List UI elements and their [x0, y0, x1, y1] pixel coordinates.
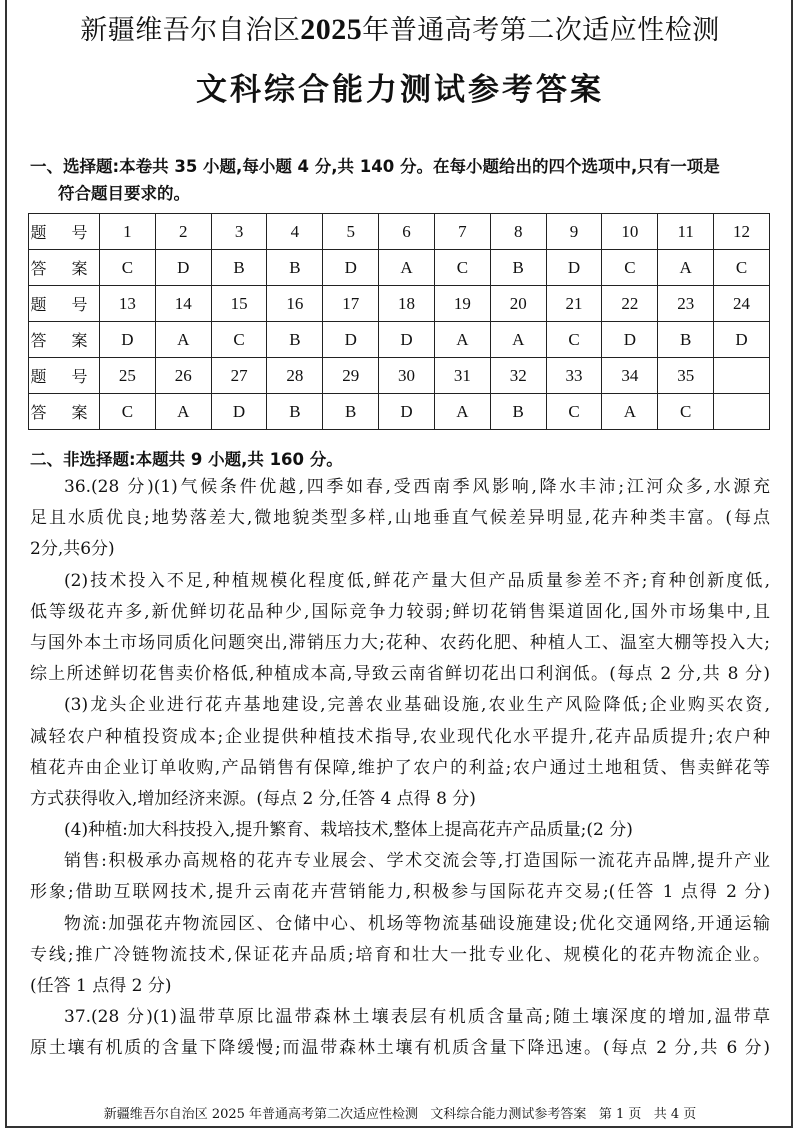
- answer-cell: D: [714, 322, 770, 358]
- answer-cell: C: [211, 322, 267, 358]
- answer-cell: C: [100, 250, 156, 286]
- question-number-cell: 1: [100, 214, 156, 250]
- exam-title: 新疆维吾尔自治区2025年普通高考第二次适应性检测: [80, 13, 720, 46]
- question-number-cell: 16: [267, 286, 323, 322]
- document-subtitle: 文科综合能力测试参考答案: [196, 72, 604, 108]
- answer-cell: A: [379, 250, 435, 286]
- answer-cell: A: [434, 394, 490, 430]
- answer-cell: A: [490, 322, 546, 358]
- answer-cell: A: [155, 394, 211, 430]
- section-1-heading: [30, 153, 775, 207]
- answer-cell: C: [602, 250, 658, 286]
- row-label: 答 案: [29, 394, 100, 430]
- question-number-cell: 12: [714, 214, 770, 250]
- row-label: 答 案: [29, 250, 100, 286]
- answer-text-line: 专线;推广冷链物流技术,保证花卉品质;培育和壮大一批专业化、规模化的花卉物流企业。: [30, 944, 770, 965]
- question-number-cell: 32: [490, 358, 546, 394]
- answer-cell: D: [379, 322, 435, 358]
- question-number-cell: [714, 358, 770, 394]
- answer-text-line: 物流:加强花卉物流园区、仓储中心、机场等物流基础设施建设;优化交通网络,开通运输: [64, 913, 770, 934]
- answer-cell: B: [323, 394, 379, 430]
- question-number-cell: 24: [714, 286, 770, 322]
- answer-row: [29, 394, 770, 430]
- answer-cell: C: [546, 322, 602, 358]
- answer-text-line: (3)龙头企业进行花卉基地建设,完善农业基础设施,农业生产风险降低;企业购买农资,: [64, 695, 770, 716]
- answer-text-line: 植花卉由企业订单收购,产品销售有保障,维护了农户的利益;农户通过土地租赁、售卖鲜花等: [30, 757, 770, 778]
- question-number-cell: 14: [155, 286, 211, 322]
- answer-text-line: (4)种植:加大科技投入,提升繁育、栽培技术,整体上提高花卉产品质量;(2 分): [64, 820, 633, 841]
- question-number-cell: 35: [658, 358, 714, 394]
- answer-text-line: 2分,共6分): [30, 539, 115, 560]
- question-number-cell: 7: [434, 214, 490, 250]
- question-number-cell: 3: [211, 214, 267, 250]
- row-label: 答 案: [29, 322, 100, 358]
- question-number-cell: 30: [379, 358, 435, 394]
- question-number-cell: 34: [602, 358, 658, 394]
- question-number-row: [29, 214, 770, 250]
- answer-cell: D: [546, 250, 602, 286]
- answer-table: [28, 213, 770, 430]
- question-number-cell: 4: [267, 214, 323, 250]
- answer-cell: A: [602, 394, 658, 430]
- section-1-line: 符合题目要求的。: [58, 184, 190, 203]
- question-number-cell: 9: [546, 214, 602, 250]
- answer-cell: [714, 394, 770, 430]
- question-number-cell: 18: [379, 286, 435, 322]
- answer-row: [29, 250, 770, 286]
- row-label: 题 号: [29, 286, 100, 322]
- question-number-cell: 27: [211, 358, 267, 394]
- question-number-cell: 29: [323, 358, 379, 394]
- answer-cell: B: [658, 322, 714, 358]
- question-number-cell: 26: [155, 358, 211, 394]
- answer-cell: C: [546, 394, 602, 430]
- answer-cell: C: [714, 250, 770, 286]
- answer-cell: D: [155, 250, 211, 286]
- answer-text-line: 36.(28 分)(1)气候条件优越,四季如春,受西南季风影响,降水丰沛;江河众多,水源充: [64, 477, 770, 497]
- question-number-cell: 15: [211, 286, 267, 322]
- row-label: 题 号: [29, 214, 100, 250]
- question-number-cell: 31: [434, 358, 490, 394]
- question-number-row: [29, 358, 770, 394]
- question-number-cell: 19: [434, 286, 490, 322]
- answer-text-line: (任答 1 点得 2 分): [30, 976, 172, 996]
- answer-text-line: (2)技术投入不足,种植规模化程度低,鲜花产量大但产品质量参差不齐;育种创新度低,: [64, 570, 770, 591]
- section-1-line: 一、选择题:本卷共 35 小题,每小题 4 分,共 140 分。在每小题给出的四个选项中,只有一项是: [30, 157, 720, 176]
- answer-cell: B: [267, 250, 323, 286]
- question-number-cell: 2: [155, 214, 211, 250]
- question-number-cell: 5: [323, 214, 379, 250]
- answer-text-line: 销售:积极承办高规格的花卉专业展会、学术交流会等,打造国际一流花卉品牌,提升产业: [64, 851, 770, 872]
- answer-cell: B: [267, 322, 323, 358]
- answer-text-line: 与国外本土市场同质化问题突出,滞销压力大;花种、农药化肥、种植人工、温室大棚等投入大;: [30, 632, 770, 653]
- question-number-cell: 25: [100, 358, 156, 394]
- answer-cell: C: [658, 394, 714, 430]
- question-number-cell: 13: [100, 286, 156, 322]
- answer-cell: D: [602, 322, 658, 358]
- question-number-cell: 20: [490, 286, 546, 322]
- answer-cell: B: [211, 250, 267, 286]
- answer-text-line: 形象;借助互联网技术,提升云南花卉营销能力,积极参与国际花卉交易;(任答 1 点得 2 分): [30, 882, 770, 903]
- question-number-cell: 10: [602, 214, 658, 250]
- answer-text-line: 综上所述鲜切花售卖价格低,种植成本高,导致云南省鲜切花出口利润低。(每点 2 分,共 8 分): [30, 664, 770, 685]
- answer-cell: A: [155, 322, 211, 358]
- question-number-cell: 8: [490, 214, 546, 250]
- question-number-cell: 22: [602, 286, 658, 322]
- answer-cell: C: [100, 394, 156, 430]
- answer-row: [29, 322, 770, 358]
- answer-cell: D: [323, 250, 379, 286]
- answer-cell: D: [379, 394, 435, 430]
- answer-cell: B: [267, 394, 323, 430]
- answer-cell: D: [323, 322, 379, 358]
- answer-cell: A: [658, 250, 714, 286]
- question-number-cell: 33: [546, 358, 602, 394]
- row-label: 题 号: [29, 358, 100, 394]
- question-number-cell: 6: [379, 214, 435, 250]
- answer-cell: D: [100, 322, 156, 358]
- answer-cell: B: [490, 250, 546, 286]
- question-number-cell: 23: [658, 286, 714, 322]
- question-number-cell: 28: [267, 358, 323, 394]
- question-number-row: [29, 286, 770, 322]
- answer-text-line: 低等级花卉多,新优鲜切花品种少,国际竞争力较弱;鲜切花销售渠道固化,国外市场集中,且: [30, 601, 770, 622]
- section-2-heading: 二、非选择题:本题共 9 小题,共 160 分。: [30, 450, 343, 469]
- answer-cell: C: [434, 250, 490, 286]
- answer-text-line: 减轻农户种植投资成本;企业提供种植技术指导,农业现代化水平提升,花卉品质提升;农户种: [30, 726, 770, 747]
- answer-cell: B: [490, 394, 546, 430]
- answer-text-line: 足且水质优良;地势落差大,微地貌类型多样,山地垂直气候差异明显,花卉种类丰富。(每点: [30, 508, 770, 529]
- answer-body: [30, 472, 770, 1065]
- answer-text-line: 37.(28 分)(1)温带草原比温带森林土壤表层有机质含量高;随土壤深度的增加,温带草: [64, 1007, 770, 1028]
- answer-cell: D: [211, 394, 267, 430]
- question-number-cell: 21: [546, 286, 602, 322]
- page-footer: 新疆维吾尔自治区 2025 年普通高考第二次适应性检测 文科综合能力测试参考答案 第 1 页 共 4 页: [103, 1107, 697, 1122]
- answer-text-line: 方式获得收入,增加经济来源。(每点 2 分,任答 4 点得 8 分): [30, 788, 476, 809]
- answer-cell: A: [434, 322, 490, 358]
- question-number-cell: 17: [323, 286, 379, 322]
- answer-text-line: 原土壤有机质的含量下降缓慢;而温带森林土壤有机质含量下降迅速。(每点 2 分,共 6 分): [30, 1038, 770, 1059]
- question-number-cell: 11: [658, 214, 714, 250]
